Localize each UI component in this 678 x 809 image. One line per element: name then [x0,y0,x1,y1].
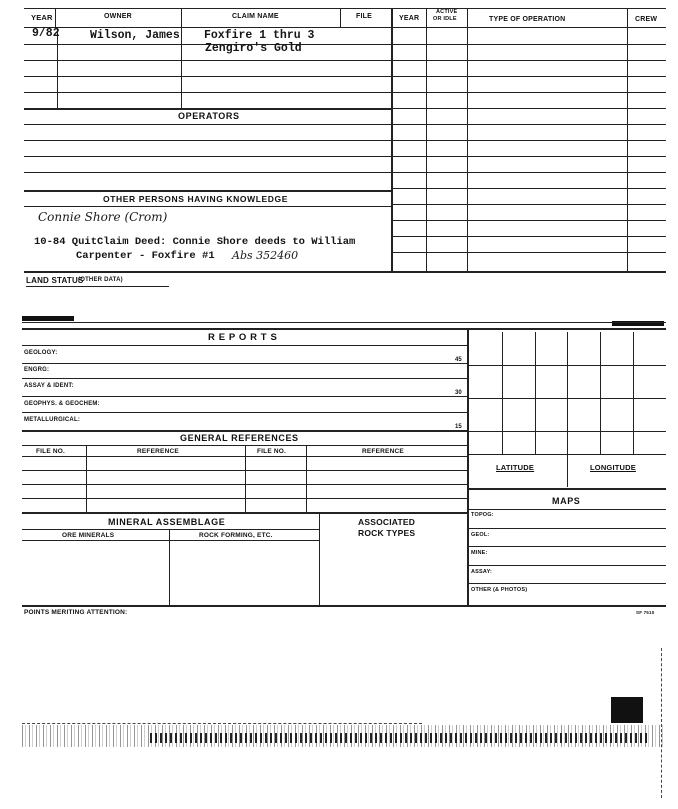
maps-title: MAPS [552,496,581,506]
land-status-sub: (OTHER DATA) [78,277,123,283]
ref-col-reference-2: REFERENCE [362,448,404,455]
reports-title: R E P O R T S [208,332,278,343]
col-header-year-2: YEAR [399,15,420,22]
report-row-assay: ASSAY & IDENT: [24,383,74,389]
ref-col-file-no-2: FILE NO. [257,448,287,455]
operators-title: OPERATORS [178,111,240,121]
report-row-geology: GEOLOGY: [24,350,58,356]
col-header-owner: OWNER [104,13,132,20]
other-persons-handwritten: Connie Shore (Crom) [38,210,168,224]
associated-label-1: ASSOCIATED [358,517,416,527]
maps-row-geol: GEOL: [471,532,490,538]
associated-label-2: ROCK TYPES [358,528,416,538]
other-persons-title: OTHER PERSONS HAVING KNOWLEDGE [103,194,289,204]
form-code: SF 7510 [636,610,655,615]
col-header-claim-name: CLAIM NAME [232,13,279,20]
col-header-year: YEAR [31,13,53,22]
general-references-title: GENERAL REFERENCES [180,433,299,443]
mineral-assemblage-title: MINERAL ASSEMBLAGE [108,517,226,527]
maps-row-topog: TOPOG: [471,512,494,518]
col-header-or-idle: OR IDLE [433,16,457,22]
longitude-label: LONGITUDE [590,463,636,472]
note-line-1: 10-84 QuitClaim Deed: Connie Shore deeds to William [34,236,356,248]
report-row-geophys: GEOPHYS. & GEOCHEM: [24,401,100,407]
note-line-2: Carpenter - Foxfire #1 [76,250,215,262]
points-meriting-attention: POINTS MERITING ATTENTION: [24,609,128,616]
entry-claim-line2: Zengiro's Gold [205,42,302,55]
note-handwritten-abs: Abs 352460 [232,249,299,262]
ref-col-file-no: FILE NO. [36,448,66,455]
ore-minerals-label: ORE MINERALS [62,532,115,539]
rock-forming-label: ROCK FORMING, ETC. [199,532,273,539]
maps-row-other: OTHER (& PHOTOS) [471,587,528,593]
col-header-file: FILE [356,13,372,20]
maps-row-mine: MINE: [471,550,488,556]
report-row-metallurgical: METALLURGICAL: [24,417,81,423]
black-bar-left [22,316,74,321]
land-status-label: LAND STATUS [26,276,84,285]
entry-claim-line1: Foxfire 1 thru 3 [204,29,315,42]
entry-year: 9/82 [32,27,60,40]
latitude-label: LATITUDE [496,463,535,472]
entry-owner: Wilson, James [90,29,180,42]
report-num-geology: 45 [455,357,462,363]
col-header-type-of-operation: TYPE OF OPERATION [489,16,566,23]
report-num-assay: 30 [455,390,462,396]
ref-col-reference: REFERENCE [137,448,179,455]
black-square-artifact [611,697,643,723]
report-num-metallurgical: 15 [455,424,462,430]
col-header-active: ACTIVE [436,9,458,15]
report-row-engrg: ENGRG: [24,367,50,373]
maps-row-assay: ASSAY: [471,569,493,575]
col-header-crew: CREW [635,16,658,23]
